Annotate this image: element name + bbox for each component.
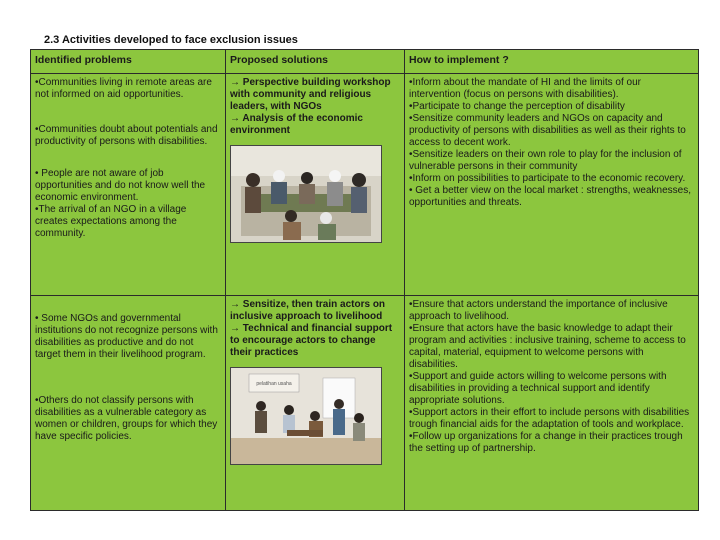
row1-problem-2: •Communities doubt about potentials and productivity of persons with disabilities. [35, 124, 218, 147]
row1-how-6: • Get a better view on the local market : strengths, weaknesses, opportunities and threats. [409, 185, 691, 208]
row1-how-4: •Sensitize leaders on their own role to play for the inclusion of vulnerable persons in their community [409, 149, 682, 172]
page-title: 2.3 Activities developed to face exclusion issues [44, 34, 298, 46]
row2-solution-1: → Sensitize, then train actors on inclusive approach to livelihood [230, 299, 386, 322]
row1-problem-3: • People are not aware of job opportunities and do not know well the economic environment. [35, 168, 206, 203]
row1-problems-cell [31, 74, 226, 296]
training-banner-text: pelatihan usaha [256, 381, 292, 387]
table-row [31, 296, 699, 511]
activities-table [30, 49, 699, 511]
row2-how-5: •Follow up organizations for a change in their practices trough the setting up of partnership. [409, 431, 683, 454]
row1-how-5: •Inform on possibilities to participate to the economic recovery. [409, 173, 686, 184]
row2-how-1: •Ensure that actors understand the importance of inclusive approach to livelihood. [409, 299, 668, 322]
table-row [31, 74, 699, 296]
row2-problems-cell [31, 296, 226, 511]
row1-how-1: •Inform about the mandate of HI and the limits of our intervention (focus on persons with disabilities). [409, 77, 641, 100]
header-proposed-solutions: Proposed solutions [226, 50, 405, 74]
row1-solution-1: → Perspective building workshop with community and religious leaders, with NGOs [230, 77, 391, 112]
workshop-photo [230, 145, 382, 243]
header-row [31, 50, 699, 74]
header-identified-problems: Identified problems [31, 50, 226, 74]
row2-how-2: •Ensure that actors have the basic knowledge to adapt their program and activities : inclusive training, scheme to access to capital, material, equipment to welcome persons with disabilities. [409, 323, 686, 370]
row1-how-cell [405, 74, 699, 296]
header-how-to-implement: How to implement ? [405, 50, 699, 74]
row2-solution-2: → Technical and financial support to encourage actors to change their practices [230, 323, 393, 358]
training-photo [230, 367, 382, 465]
row1-solutions-cell [226, 74, 405, 296]
row2-how-cell [405, 296, 699, 511]
row1-solution-2: → Analysis of the economic environment [230, 113, 363, 136]
row1-problem-4: •The arrival of an NGO in a village creates expectations among the community. [35, 204, 187, 239]
row2-problem-1: • Some NGOs and governmental institutions do not recognize persons with disabilities as productive and do not target them in their livelihood program. [35, 313, 218, 360]
row2-how-3: •Support and guide actors willing to welcome persons with disabilities in providing a technical support and identify appropriate solutions. [409, 371, 667, 406]
row1-how-3: •Sensitize community leaders and NGOs on capacity and productivity of persons with disabilities as well as their rights to access to decent work. [409, 113, 686, 148]
row2-solutions-cell [226, 296, 405, 511]
row2-how-4: •Support actors in their effort to include persons with disabilities trough financial aids for the adaptation of tools and workplace. [409, 407, 690, 430]
row1-problem-1: •Communities living in remote areas are not informed on aid opportunities. [35, 77, 212, 100]
row1-how-2: •Participate to change the perception of disability [409, 101, 625, 112]
row2-problem-2: •Others do not classify persons with disabilities as a vulnerable category as women or children, groups for which they have specific policies. [35, 395, 218, 442]
